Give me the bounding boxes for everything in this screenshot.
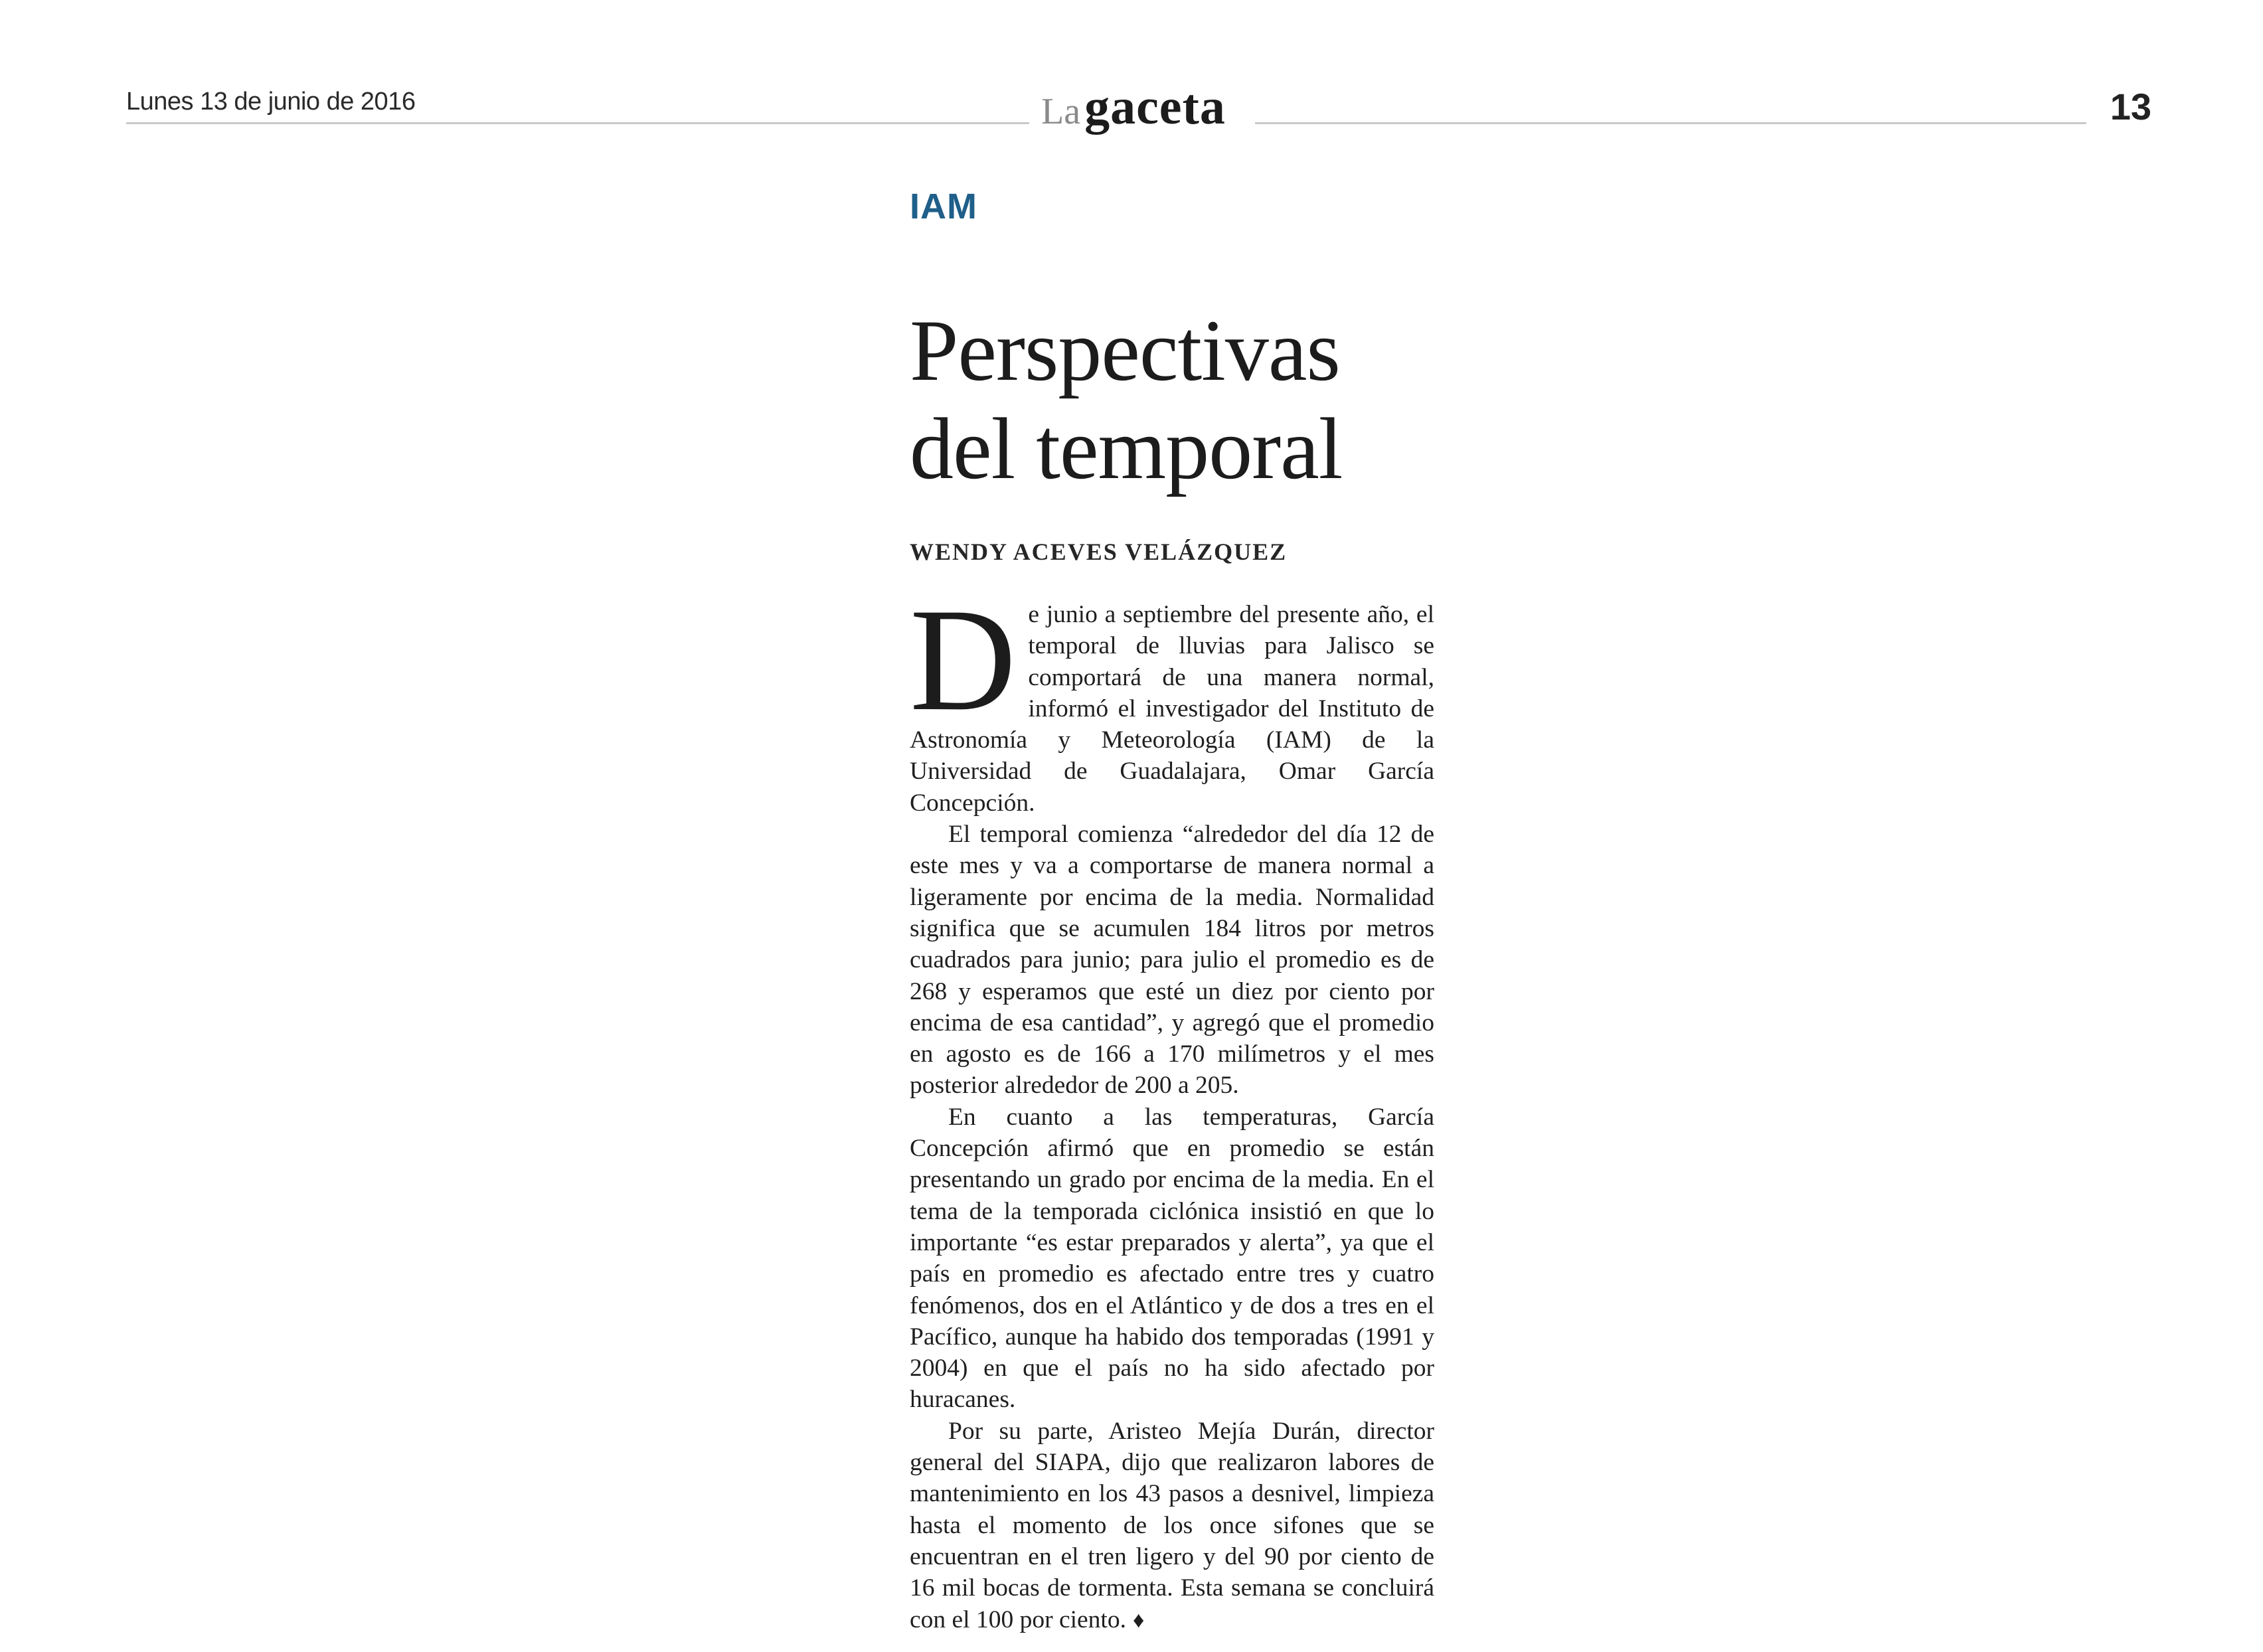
paragraph-4-text: Por su parte, Aristeo Mejía Durán, director general del SIAPA, dijo que realizaron labores de mantenimiento en los 43 pasos a desnivel, limpieza hasta el momento de los once sifones que se encuentran en el tren ligero y del 90 por ciento de 16 mil bocas de tormenta. Esta semana se concluirá con el 100 por ciento. (910, 1417, 1434, 1633)
masthead-la: La (1041, 91, 1081, 132)
header-rule-right (1255, 122, 2086, 124)
issue-date: Lunes 13 de junio de 2016 (126, 88, 416, 116)
paragraph-2: El temporal comienza “alrededor del día 12 de este mes y va a comportarse de manera normal a ligeramente por encima de la media. Normalidad significa que se acumulen 184 litros por metros cuadrados para junio; para julio el promedio es de 268 y esperamos que esté un diez por ciento por encima de esa cantidad”, y agregó que el promedio en agosto es de 166 a 170 milímetros y el mes posterior alrededor de 200 a 205. (910, 821, 1434, 1100)
headline-line-2: del temporal (910, 400, 1343, 497)
article (910, 186, 1434, 1636)
paragraph-3: En cuanto a las temperaturas, García Concepción afirmó que en promedio se están presentando un grado por encima de la media. En el tema de la temporada ciclónica insistió en que lo importante “es estar preparados y alerta”, ya que el país en promedio es afectado entre tres y cuatro fenómenos, dos en el Atlántico y de dos a tres en el Pacífico, aunque ha habido dos temporadas (1991 y 2004) en que el país no ha sido afectado por huracanes. (910, 1103, 1434, 1414)
paragraph-4 (910, 1416, 1434, 1636)
paragraph-1-text: e junio a septiembre del presente año, el temporal de lluvias para Jalisco se comportará de una manera normal, informó el investigador del Instituto de Astronomía y Meteorología (IAM) de la Universidad de Guadalajara, Omar García Concepción. (910, 601, 1434, 817)
page-number: 13 (2110, 86, 2151, 127)
headline (910, 301, 1454, 498)
article-body (910, 578, 1434, 1636)
page-header (126, 79, 2151, 145)
masthead-gaceta: gaceta (1084, 79, 1226, 135)
byline: WENDY ACEVES VELÁZQUEZ (910, 538, 1288, 565)
drop-cap: D (910, 578, 1017, 742)
paragraph-1 (910, 578, 1434, 819)
end-mark-icon: ♦ (1132, 1608, 1145, 1633)
headline-line-1: Perspectivas (910, 301, 1340, 399)
section-label: IAM (910, 187, 977, 226)
header-rule-left (126, 122, 1029, 124)
masthead-logo (1041, 78, 1226, 136)
